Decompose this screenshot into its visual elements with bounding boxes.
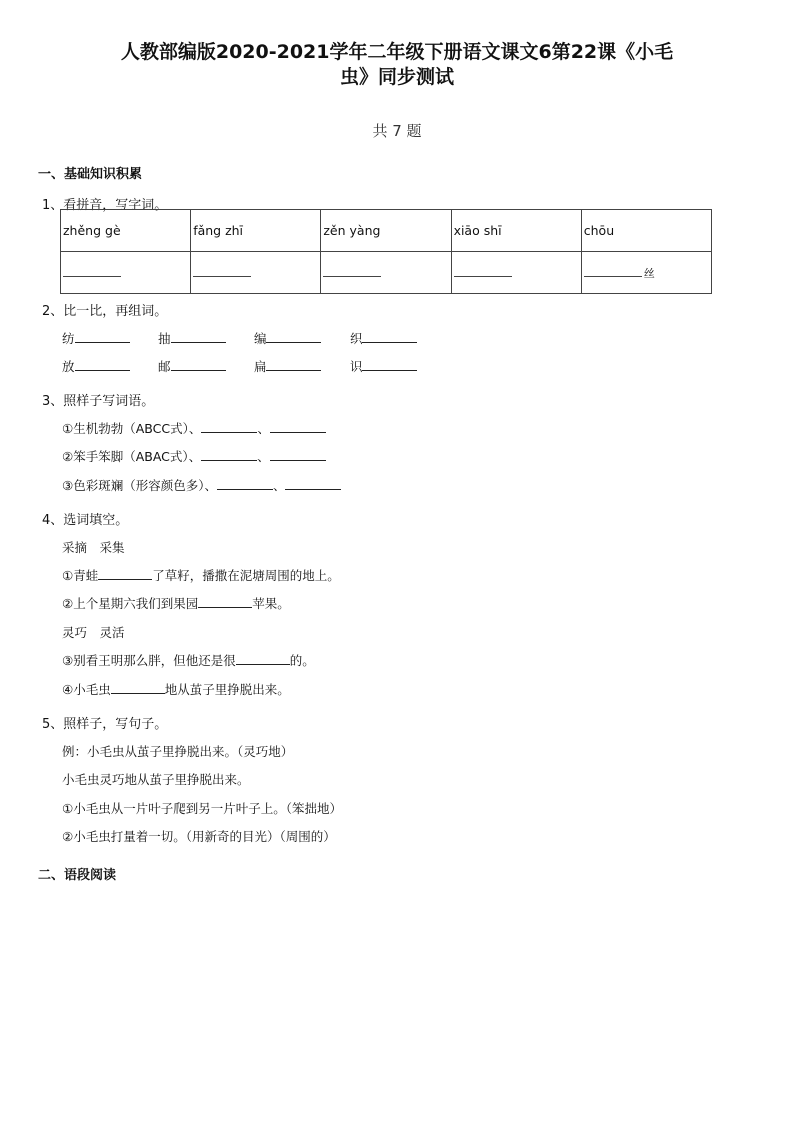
- sentence-text: 地从茧子里挣脱出来。: [164, 682, 290, 697]
- compare-char: 编: [253, 331, 267, 346]
- pattern-blank[interactable]: [285, 477, 341, 490]
- compare-char: 织: [349, 331, 363, 346]
- pattern-blank[interactable]: [201, 448, 257, 461]
- fill-blank[interactable]: [98, 567, 152, 580]
- question-4-prompt: 4、选词填空。: [42, 513, 129, 528]
- word-pattern-item-3: [62, 476, 341, 494]
- sentence-text: 了草籽，播撒在泥塘周围的地上。: [152, 568, 340, 583]
- answer-blank[interactable]: [454, 266, 512, 277]
- question-1-prompt: 1、看拼音，写字词。: [42, 198, 168, 213]
- pinyin-cell: xiāo shī: [451, 210, 581, 252]
- compare-blank[interactable]: [75, 330, 130, 343]
- compare-item: [62, 329, 154, 347]
- fill-blank[interactable]: [198, 595, 252, 608]
- pinyin-row: [61, 210, 712, 252]
- section-heading-basics: 一、基础知识积累: [38, 167, 143, 182]
- answer-suffix: 丝: [643, 266, 655, 280]
- compare-blank[interactable]: [266, 358, 321, 371]
- answer-cell[interactable]: [581, 252, 711, 294]
- answer-cell[interactable]: [451, 252, 581, 294]
- question-count: 共 7 题: [372, 122, 422, 140]
- sentence-text: ③别看王明那么胖，但他还是很: [62, 653, 236, 668]
- compare-row-2: [62, 357, 442, 375]
- pattern-text: ②笨手笨脚（ABAC式）、: [62, 449, 202, 464]
- compare-char: 纺: [62, 331, 75, 346]
- pattern-blank[interactable]: [217, 477, 273, 490]
- compare-char: 邮: [157, 359, 171, 374]
- compare-blank[interactable]: [266, 330, 321, 343]
- compare-blank[interactable]: [362, 330, 417, 343]
- compare-char: 识: [349, 359, 363, 374]
- section-heading-reading: 二、语段阅读: [38, 868, 117, 883]
- pinyin-cell: fǎng zhī: [191, 210, 321, 252]
- fill-sentence-4: [62, 680, 290, 698]
- pattern-blank[interactable]: [270, 420, 326, 433]
- sentence-text: ①青蛙: [62, 568, 99, 583]
- pattern-separator: 、: [257, 449, 270, 464]
- compare-item: [254, 329, 346, 347]
- fill-sentence-3: [62, 651, 315, 669]
- compare-item: [350, 357, 442, 375]
- compare-item: [158, 357, 250, 375]
- fill-sentence-1: [62, 566, 340, 584]
- compare-blank[interactable]: [171, 358, 226, 371]
- answer-cell[interactable]: [191, 252, 321, 294]
- pattern-blank[interactable]: [270, 448, 326, 461]
- pinyin-cell: zhěng gè: [61, 210, 191, 252]
- answer-blank[interactable]: [323, 266, 381, 277]
- sentence-text: 的。: [289, 653, 315, 668]
- compare-char: 放: [62, 359, 75, 374]
- compare-item: [158, 329, 250, 347]
- question-5-prompt: 5、照样子，写句子。: [42, 717, 168, 732]
- pattern-separator: 、: [257, 421, 270, 436]
- answer-cell[interactable]: [321, 252, 451, 294]
- compare-blank[interactable]: [362, 358, 417, 371]
- fill-sentence-2: [62, 594, 290, 612]
- question-2-prompt: 2、比一比，再组词。: [42, 304, 168, 319]
- pattern-text: ③色彩斑斓（形容颜色多）、: [62, 478, 217, 493]
- fill-blank[interactable]: [236, 652, 290, 665]
- example-answer: 小毛虫灵巧地从茧子里挣脱出来。: [62, 772, 250, 787]
- word-pattern-item-2: [62, 447, 326, 465]
- pinyin-table: [60, 209, 712, 294]
- word-choice-group-2: 灵巧 灵活: [62, 625, 125, 640]
- compare-blank[interactable]: [171, 330, 226, 343]
- answer-blank[interactable]: [193, 266, 251, 277]
- compare-item: [62, 357, 154, 375]
- compare-char: 扁: [253, 359, 267, 374]
- answer-blank[interactable]: [584, 266, 642, 277]
- example-sentence: 例：小毛虫从茧子里挣脱出来。（灵巧地）: [62, 744, 294, 759]
- sentence-text: ④小毛虫: [62, 682, 111, 697]
- rewrite-item-1: ①小毛虫从一片叶子爬到另一片叶子上。（笨拙地）: [62, 801, 342, 816]
- word-choice-group-1: 采摘 采集: [62, 540, 125, 555]
- compare-char: 抽: [157, 331, 171, 346]
- fill-blank[interactable]: [111, 681, 165, 694]
- pattern-blank[interactable]: [201, 420, 257, 433]
- document-title-line-1: 人教部编版2020-2021学年二年级下册语文课文6第22课《小毛: [120, 41, 674, 63]
- sentence-text: ②上个星期六我们到果园: [62, 596, 199, 611]
- pinyin-cell: zěn yàng: [321, 210, 451, 252]
- compare-item: [350, 329, 442, 347]
- answer-cell[interactable]: [61, 252, 191, 294]
- word-pattern-item-1: [62, 419, 326, 437]
- rewrite-item-2: ②小毛虫打量着一切。（用新奇的目光）（周围的）: [62, 829, 336, 844]
- question-3-prompt: 3、照样子写词语。: [42, 394, 155, 409]
- document-title-line-2: 虫》同步测试: [339, 66, 454, 88]
- pinyin-cell: chōu: [581, 210, 711, 252]
- answer-blank[interactable]: [63, 266, 121, 277]
- compare-row-1: [62, 329, 442, 347]
- pattern-text: ①生机勃勃（ABCC式）、: [62, 421, 202, 436]
- pattern-separator: 、: [272, 478, 286, 493]
- compare-item: [254, 357, 346, 375]
- answer-row: [61, 252, 712, 294]
- compare-blank[interactable]: [75, 358, 130, 371]
- sentence-text: 苹果。: [252, 596, 290, 611]
